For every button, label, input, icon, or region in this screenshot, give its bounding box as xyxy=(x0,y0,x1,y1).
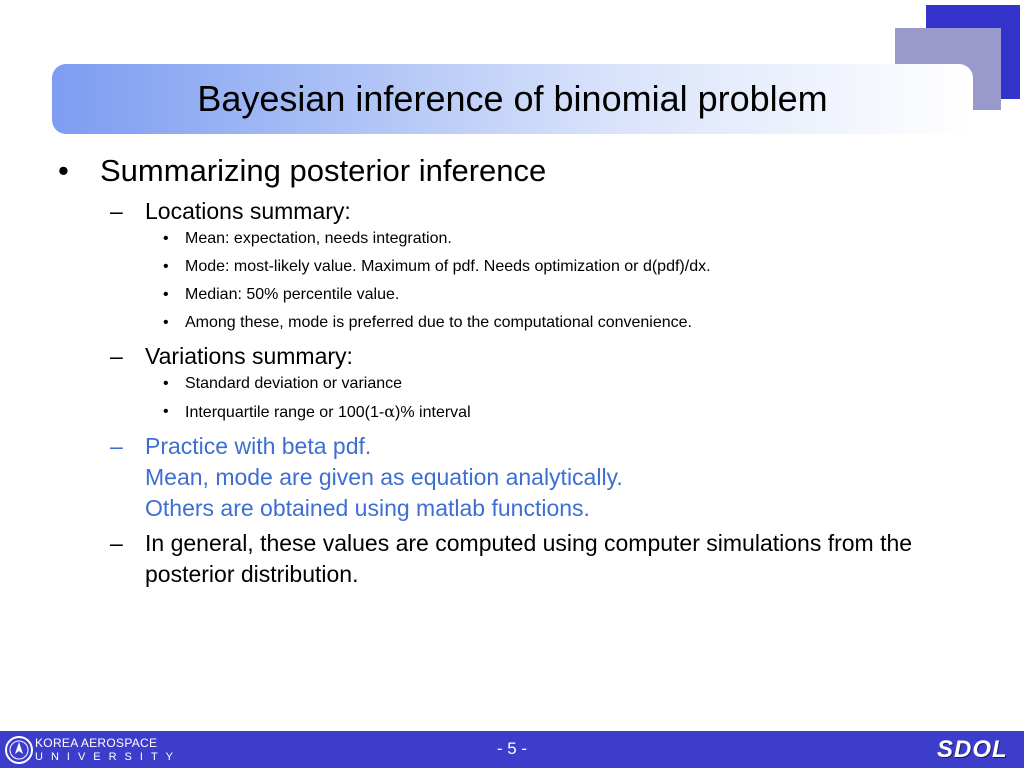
list-item-text: Mean: expectation, needs integration. xyxy=(185,230,452,247)
subbullet-general xyxy=(110,528,988,590)
slide-content xyxy=(58,150,988,590)
interval-suffix: )% interval xyxy=(395,404,471,421)
list-item xyxy=(163,285,988,305)
bullet-marker: • xyxy=(163,314,169,331)
list-item-text xyxy=(185,402,471,423)
university-name-line1: KOREA AEROSPACE xyxy=(35,736,158,750)
interval-prefix: Interquartile range or 100(1- xyxy=(185,404,385,421)
university-name-line2: UNIVERSITY xyxy=(35,751,182,763)
dash-marker: – xyxy=(110,198,123,224)
practice-line: Practice with beta pdf. xyxy=(145,433,372,459)
locations-label: Locations summary: xyxy=(145,198,351,224)
bullet-main-text: Summarizing posterior inference xyxy=(100,153,547,188)
subbullet-locations xyxy=(110,196,988,227)
list-item xyxy=(163,374,988,394)
title-bar xyxy=(52,64,973,134)
bullet-marker: • xyxy=(163,230,169,247)
locations-list xyxy=(163,229,988,333)
dash-marker: – xyxy=(110,343,123,369)
slide-title: Bayesian inference of binomial problem xyxy=(197,78,828,119)
list-item xyxy=(163,402,988,423)
general-text: In general, these values are computed using computer simulations from the posterior distribution. xyxy=(145,530,913,587)
practice-text xyxy=(145,431,623,524)
footer-bar xyxy=(0,731,1024,768)
practice-line: Mean, mode are given as equation analytically. xyxy=(145,464,623,490)
bullet-marker: • xyxy=(163,258,169,275)
alpha-symbol: α xyxy=(384,402,396,421)
list-item-text: Mode: most-likely value. Maximum of pdf. Needs optimization or d(pdf)/dx. xyxy=(185,258,711,275)
subbullet-variations xyxy=(110,341,988,372)
dash-marker: – xyxy=(110,433,123,459)
variations-list xyxy=(163,374,988,423)
list-item xyxy=(163,257,988,277)
bullet-marker: • xyxy=(58,153,69,188)
page-number: - 5 - xyxy=(496,739,528,758)
variations-label: Variations summary: xyxy=(145,343,353,369)
list-item xyxy=(163,313,988,333)
list-item-text: Median: 50% percentile value. xyxy=(185,286,400,303)
dash-marker: – xyxy=(110,530,123,556)
bullet-marker: • xyxy=(163,403,169,420)
list-item-text: Among these, mode is preferred due to the computational convenience. xyxy=(185,314,692,331)
lab-logo: SDOL xyxy=(937,736,1008,763)
subbullet-practice xyxy=(110,431,988,524)
list-item xyxy=(163,229,988,249)
bullet-marker: • xyxy=(163,286,169,303)
list-item-text: Standard deviation or variance xyxy=(185,375,403,392)
bullet-main xyxy=(58,150,988,192)
practice-line: Others are obtained using matlab functions. xyxy=(145,495,590,521)
bullet-marker: • xyxy=(163,375,169,392)
